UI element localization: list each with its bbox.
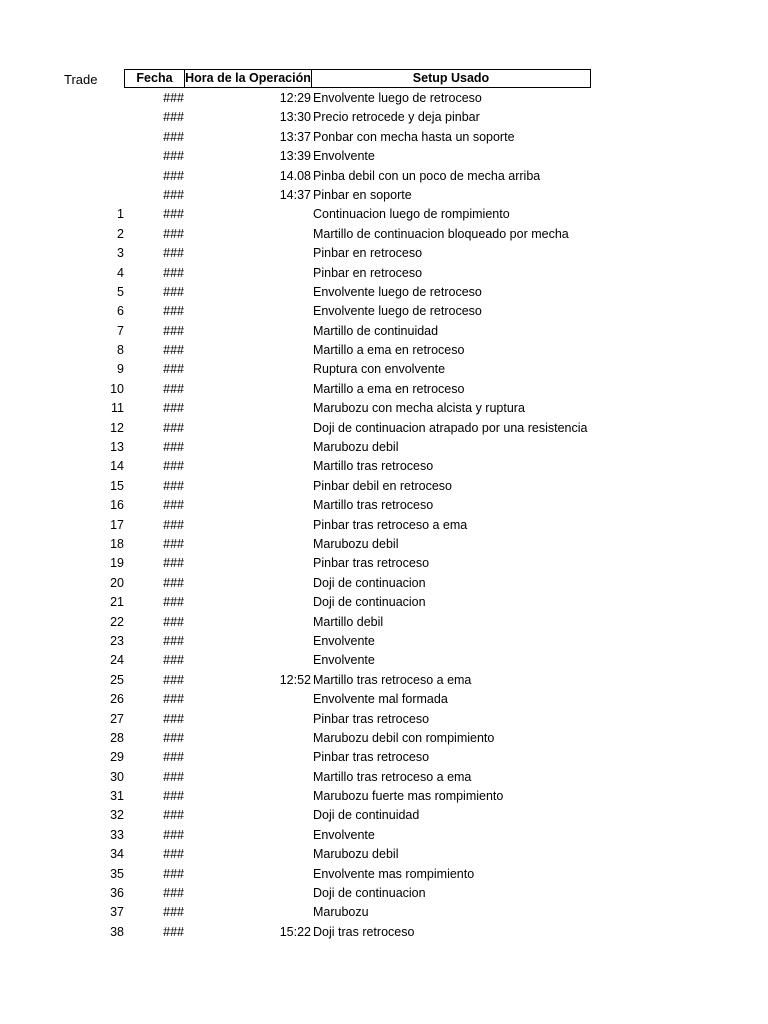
table-row bbox=[0, 438, 768, 457]
setup-cell[interactable]: Envolvente bbox=[313, 149, 375, 164]
table-row bbox=[0, 457, 768, 476]
setup-cell[interactable]: Marubozu debil bbox=[313, 536, 399, 551]
hora-column-header: Hora de la Operación bbox=[184, 69, 312, 88]
fecha-cell[interactable]: ### bbox=[163, 459, 184, 474]
trade-cell[interactable]: 31 bbox=[110, 789, 124, 804]
fecha-cell[interactable]: ### bbox=[163, 595, 184, 610]
hora-cell[interactable]: 14:37 bbox=[279, 187, 311, 202]
trade-cell[interactable]: 32 bbox=[110, 808, 124, 823]
table-row bbox=[0, 322, 768, 341]
fecha-cell[interactable]: ### bbox=[163, 110, 184, 125]
setup-cell[interactable]: Ruptura con envolvente bbox=[313, 362, 446, 377]
table-row bbox=[0, 613, 768, 632]
fecha-cell[interactable]: ### bbox=[163, 866, 184, 881]
fecha-cell[interactable]: ### bbox=[163, 207, 184, 222]
table-row bbox=[0, 787, 768, 806]
trade-cell[interactable]: 34 bbox=[110, 847, 124, 862]
setup-cell[interactable]: Doji de continuacion bbox=[313, 886, 426, 901]
table-row bbox=[0, 360, 768, 379]
fecha-cell[interactable]: ### bbox=[163, 575, 184, 590]
table-row bbox=[0, 147, 768, 166]
fecha-cell[interactable]: ### bbox=[163, 536, 184, 551]
trade-cell[interactable]: 21 bbox=[110, 595, 124, 610]
fecha-cell[interactable]: ### bbox=[163, 420, 184, 435]
setup-cell[interactable]: Doji de continuacion atrapado por una resistencia bbox=[313, 420, 588, 435]
trade-cell[interactable]: 3 bbox=[117, 246, 124, 261]
setup-cell[interactable]: Precio retrocede y deja pinbar bbox=[313, 110, 480, 125]
fecha-cell[interactable]: ### bbox=[163, 362, 184, 377]
table-row bbox=[0, 108, 768, 127]
setup-cell[interactable]: Pinbar tras retroceso bbox=[313, 556, 430, 571]
hora-cell[interactable]: 15:22 bbox=[279, 924, 311, 939]
setup-cell[interactable]: Pinba debil con un poco de mecha arriba bbox=[313, 168, 541, 183]
table-row bbox=[0, 264, 768, 283]
trade-cell[interactable]: 23 bbox=[110, 633, 124, 648]
fecha-cell[interactable]: ### bbox=[163, 284, 184, 299]
setup-cell[interactable]: Martillo debil bbox=[313, 614, 384, 629]
table-row bbox=[0, 651, 768, 670]
setup-cell[interactable]: Martillo a ema en retroceso bbox=[313, 343, 465, 358]
trade-cell[interactable]: 8 bbox=[117, 343, 124, 358]
fecha-cell[interactable]: ### bbox=[163, 750, 184, 765]
setup-cell[interactable]: Envolvente mal formada bbox=[313, 692, 448, 707]
fecha-cell[interactable]: ### bbox=[163, 517, 184, 532]
table-row bbox=[0, 710, 768, 729]
setup-cell[interactable]: Pinbar tras retroceso a ema bbox=[313, 517, 468, 532]
table-row bbox=[0, 593, 768, 612]
setup-cell[interactable]: Doji de continuidad bbox=[313, 808, 420, 823]
table-row bbox=[0, 632, 768, 651]
fecha-cell[interactable]: ### bbox=[163, 498, 184, 513]
fecha-cell[interactable]: ### bbox=[163, 246, 184, 261]
setup-cell[interactable]: Envolvente bbox=[313, 653, 375, 668]
table-row bbox=[0, 225, 768, 244]
setup-cell[interactable]: Pinbar en soporte bbox=[313, 187, 412, 202]
setup-cell[interactable]: Envolvente mas rompimiento bbox=[313, 866, 475, 881]
setup-cell[interactable]: Envolvente luego de retroceso bbox=[313, 304, 482, 319]
hora-cell[interactable]: 12:29 bbox=[279, 91, 311, 105]
setup-cell[interactable]: Marubozu bbox=[313, 905, 369, 920]
fecha-cell[interactable]: ### bbox=[163, 149, 184, 164]
setup-cell[interactable]: Envolvente bbox=[313, 633, 375, 648]
setup-cell[interactable]: Pinbar en retroceso bbox=[313, 246, 423, 261]
trade-cell[interactable]: 18 bbox=[110, 536, 124, 551]
setup-cell[interactable]: Marubozu debil bbox=[313, 440, 399, 455]
table-row bbox=[0, 748, 768, 767]
table-row bbox=[0, 806, 768, 825]
trade-cell[interactable]: 38 bbox=[110, 924, 124, 939]
trade-cell[interactable]: 20 bbox=[110, 575, 124, 590]
fecha-cell[interactable]: ### bbox=[163, 886, 184, 901]
fecha-cell[interactable]: ### bbox=[163, 556, 184, 571]
setup-cell[interactable]: Martillo de continuidad bbox=[313, 323, 439, 338]
setup-cell[interactable]: Martillo tras retroceso bbox=[313, 498, 434, 513]
fecha-cell[interactable]: ### bbox=[163, 129, 184, 144]
fecha-cell[interactable]: ### bbox=[163, 653, 184, 668]
fecha-cell[interactable]: ### bbox=[163, 730, 184, 745]
setup-cell[interactable]: Pinbar tras retroceso bbox=[313, 711, 430, 726]
setup-cell[interactable]: Doji tras retroceso bbox=[313, 924, 415, 939]
fecha-cell[interactable]: ### bbox=[163, 633, 184, 648]
table-row bbox=[0, 516, 768, 535]
fecha-cell[interactable]: ### bbox=[163, 847, 184, 862]
trade-cell[interactable]: 1 bbox=[117, 207, 124, 222]
fecha-cell[interactable]: ### bbox=[163, 304, 184, 319]
setup-cell[interactable]: Marubozu debil con rompimiento bbox=[313, 730, 495, 745]
trade-cell[interactable]: 9 bbox=[117, 362, 124, 377]
fecha-cell[interactable]: ### bbox=[163, 168, 184, 183]
fecha-cell[interactable]: ### bbox=[163, 924, 184, 939]
table-row bbox=[0, 554, 768, 573]
table-row bbox=[0, 923, 768, 942]
setup-cell[interactable]: Doji de continuacion bbox=[313, 575, 426, 590]
hora-cell[interactable]: 12:52 bbox=[279, 672, 311, 687]
table-row bbox=[0, 884, 768, 903]
table-row bbox=[0, 845, 768, 864]
fecha-cell[interactable]: ### bbox=[163, 343, 184, 358]
trade-cell[interactable]: 33 bbox=[110, 827, 124, 842]
table-row bbox=[0, 244, 768, 263]
fecha-cell[interactable]: ### bbox=[163, 692, 184, 707]
setup-cell[interactable]: Doji de continuacion bbox=[313, 595, 426, 610]
trade-cell[interactable]: 30 bbox=[110, 769, 124, 784]
trade-cell[interactable]: 12 bbox=[110, 420, 124, 435]
trade-cell[interactable]: 7 bbox=[117, 323, 124, 338]
trade-cell[interactable]: 25 bbox=[110, 672, 124, 687]
table-row bbox=[0, 302, 768, 321]
fecha-cell[interactable]: ### bbox=[163, 808, 184, 823]
table-row bbox=[0, 729, 768, 748]
trade-cell[interactable]: 5 bbox=[117, 284, 124, 299]
setup-cell[interactable]: Martillo de continuacion bloqueado por mecha bbox=[313, 226, 569, 241]
setup-cell[interactable]: Envolvente bbox=[313, 827, 375, 842]
setup-cell[interactable]: Envolvente luego de retroceso bbox=[313, 284, 482, 299]
table-row bbox=[0, 574, 768, 593]
trade-cell[interactable]: 19 bbox=[110, 556, 124, 571]
table-row bbox=[0, 768, 768, 787]
setup-cell[interactable]: Marubozu debil bbox=[313, 847, 399, 862]
fecha-cell[interactable]: ### bbox=[163, 226, 184, 241]
fecha-cell[interactable]: ### bbox=[163, 401, 184, 416]
table-row bbox=[0, 826, 768, 845]
hora-cell[interactable]: 13:39 bbox=[279, 149, 311, 164]
fecha-cell[interactable]: ### bbox=[163, 672, 184, 687]
trade-cell[interactable]: 16 bbox=[110, 498, 124, 513]
setup-cell[interactable]: Continuacion luego de rompimiento bbox=[313, 207, 510, 222]
hora-cell[interactable]: 13:30 bbox=[279, 110, 311, 125]
table-row bbox=[0, 419, 768, 438]
setup-column-header: Setup Usado bbox=[311, 69, 591, 88]
trade-cell[interactable]: 26 bbox=[110, 692, 124, 707]
setup-cell[interactable]: Marubozu fuerte mas rompimiento bbox=[313, 789, 504, 804]
table-row bbox=[0, 167, 768, 186]
table-row bbox=[0, 186, 768, 205]
table-row bbox=[0, 865, 768, 884]
table-row bbox=[0, 671, 768, 690]
table-row bbox=[0, 690, 768, 709]
setup-cell[interactable]: Pinbar tras retroceso bbox=[313, 750, 430, 765]
fecha-cell[interactable]: ### bbox=[163, 265, 184, 280]
fecha-cell[interactable]: ### bbox=[163, 478, 184, 493]
table-row bbox=[0, 496, 768, 515]
trade-cell[interactable]: 29 bbox=[110, 750, 124, 765]
trade-cell[interactable]: 22 bbox=[110, 614, 124, 629]
fecha-cell[interactable]: ### bbox=[163, 323, 184, 338]
trade-cell[interactable]: 28 bbox=[110, 730, 124, 745]
trade-cell[interactable]: 6 bbox=[117, 304, 124, 319]
table-body bbox=[0, 89, 768, 942]
setup-cell[interactable]: Envolvente luego de retroceso bbox=[313, 91, 482, 105]
hora-cell[interactable]: 13:37 bbox=[279, 129, 311, 144]
fecha-cell[interactable]: ### bbox=[163, 381, 184, 396]
fecha-cell[interactable]: ### bbox=[163, 187, 184, 202]
fecha-cell[interactable]: ### bbox=[163, 827, 184, 842]
table-row bbox=[0, 341, 768, 360]
trade-cell[interactable]: 15 bbox=[110, 478, 124, 493]
table-row bbox=[0, 535, 768, 554]
setup-cell[interactable]: Martillo tras retroceso a ema bbox=[313, 769, 472, 784]
trade-cell[interactable]: 11 bbox=[111, 401, 124, 416]
trade-cell[interactable]: 35 bbox=[110, 866, 124, 881]
setup-cell[interactable]: Ponbar con mecha hasta un soporte bbox=[313, 129, 515, 144]
setup-cell[interactable]: Marubozu con mecha alcista y ruptura bbox=[313, 401, 525, 416]
trade-cell[interactable]: 17 bbox=[110, 517, 124, 532]
table-row bbox=[0, 89, 768, 108]
setup-cell[interactable]: Martillo tras retroceso bbox=[313, 459, 434, 474]
trade-cell[interactable]: 2 bbox=[117, 226, 124, 241]
fecha-cell[interactable]: ### bbox=[163, 440, 184, 455]
trade-cell[interactable]: 13 bbox=[110, 440, 124, 455]
table-row bbox=[0, 477, 768, 496]
table-row bbox=[0, 128, 768, 147]
fecha-cell[interactable]: ### bbox=[163, 905, 184, 920]
trade-cell[interactable]: 4 bbox=[117, 265, 124, 280]
fecha-cell[interactable]: ### bbox=[163, 614, 184, 629]
setup-cell[interactable]: Pinbar debil en retroceso bbox=[313, 478, 452, 493]
table-row bbox=[0, 380, 768, 399]
trade-cell[interactable]: 24 bbox=[110, 653, 124, 668]
trade-cell[interactable]: 27 bbox=[110, 711, 124, 726]
setup-cell[interactable]: Pinbar en retroceso bbox=[313, 265, 423, 280]
table-row bbox=[0, 903, 768, 922]
hora-cell[interactable]: 14.08 bbox=[279, 168, 311, 183]
setup-cell[interactable]: Martillo tras retroceso a ema bbox=[313, 672, 472, 687]
trade-cell[interactable]: 36 bbox=[110, 886, 124, 901]
table-row bbox=[0, 399, 768, 418]
trade-cell[interactable]: 10 bbox=[110, 381, 124, 396]
table-row bbox=[0, 283, 768, 302]
fecha-cell[interactable]: ### bbox=[163, 789, 184, 804]
trade-cell[interactable]: 37 bbox=[110, 905, 124, 920]
fecha-cell[interactable]: ### bbox=[163, 711, 184, 726]
trade-cell[interactable]: 14 bbox=[110, 459, 124, 474]
setup-cell[interactable]: Martillo a ema en retroceso bbox=[313, 381, 465, 396]
fecha-cell[interactable]: ### bbox=[163, 91, 184, 105]
table-row bbox=[0, 205, 768, 224]
fecha-cell[interactable]: ### bbox=[163, 769, 184, 784]
fecha-column-header: Fecha bbox=[124, 69, 185, 88]
trade-column-header: Trade bbox=[64, 72, 98, 87]
